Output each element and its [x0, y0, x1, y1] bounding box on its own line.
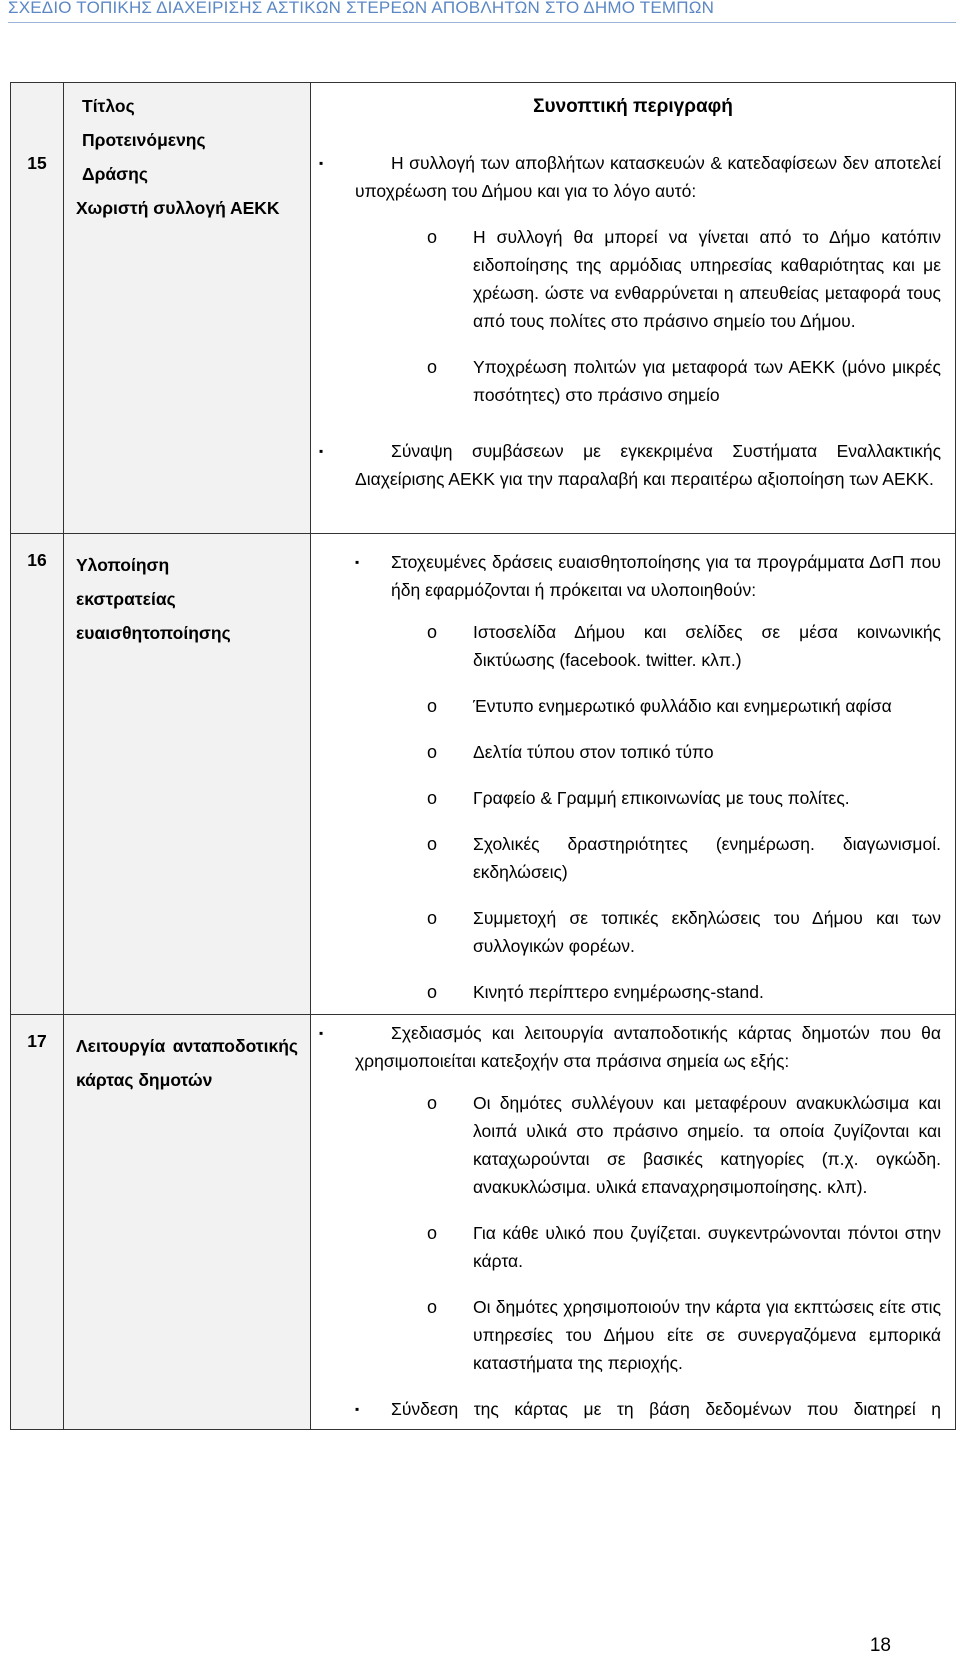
sub-bullet-item: o Δελτία τύπου στον τοπικό τύπο — [473, 738, 941, 766]
table-header-row — [11, 83, 956, 534]
row-title-cell — [64, 1015, 311, 1430]
square-bullet-icon: ▪ — [355, 555, 360, 569]
sub-bullet-item: o Σχολικές δραστηριότητες (ενημέρωση. διαγωνισμοί. εκδηλώσεις) — [473, 830, 941, 886]
circle-bullet-icon: o — [427, 982, 438, 1002]
circle-bullet-icon: o — [427, 227, 438, 247]
circle-bullet-icon: o — [427, 1297, 438, 1317]
sub-bullet-item: o Έντυπο ενημερωτικό φυλλάδιο και ενημερωτική αφίσα — [473, 692, 941, 720]
sub-bullet-item: o Γραφείο & Γραμμή επικοινωνίας με τους πολίτες. — [473, 784, 941, 812]
row-number-cell — [11, 1015, 64, 1430]
row-title: Υλοποίηση εκστρατείας ευαισθητοποίησης — [76, 555, 231, 643]
bullet-item: ▪ Σύναψη συμβάσεων με εγκεκριμένα Συστήματα Εναλλακτικής Διαχείρισης ΑΕΚΚ για την παραλαβή και περαιτέρω αξιοποίηση των ΑΕΚΚ. — [355, 437, 941, 493]
circle-bullet-icon: o — [427, 742, 438, 762]
sub-bullet-item: o Η συλλογή θα μπορεί να γίνεται από το Δήμο κατόπιν ειδοποίησης της αρμόδιας υπηρεσίας καθαριότητας και με χρέωση. ώστε να ενθαρρύνεται η απευθείας μεταφορά τους από τους πολίτες στο πράσινο σημείο του Δήμου. — [473, 223, 941, 335]
table-row — [11, 1015, 956, 1430]
actions-table — [10, 82, 956, 1430]
description-cell — [311, 1015, 956, 1430]
row-title: Χωριστή συλλογή ΑΕΚΚ — [76, 198, 280, 218]
bullet-item: ▪ Σύνδεση της κάρτας με τη βάση δεδομένων που διατηρεί η — [391, 1395, 941, 1423]
circle-bullet-icon: o — [427, 1223, 438, 1243]
row-number-cell — [11, 83, 64, 534]
sub-bullet-item: o Για κάθε υλικό που ζυγίζεται. συγκεντρώνονται πόντοι στην κάρτα. — [473, 1219, 941, 1275]
circle-bullet-icon: o — [427, 696, 438, 716]
sub-bullet-item: o Οι δημότες συλλέγουν και μεταφέρουν ανακυκλώσιμα και λοιπά υλικά στο πράσινο σημείο. τα οποία ζυγίζονται και καταχωρούνται σε βασικές κατηγορίες (π.χ. ογκώδη. ανακυκλώσιμα. υλικά επαναχρησιμοποίησης. κλπ). — [473, 1089, 941, 1201]
description-cell — [311, 534, 956, 1015]
circle-bullet-icon: o — [427, 622, 438, 642]
row-number-cell — [11, 534, 64, 1015]
bullet-item: ▪ Σχεδιασμός και λειτουργία ανταποδοτικής κάρτας δημοτών που θα χρησιμοποιείται κατεξοχήν στα πράσινα σημεία ως εξής: — [355, 1019, 941, 1075]
bullet-item: ▪ Η συλλογή των αποβλήτων κατασκευών & κατεδαφίσεων δεν αποτελεί υποχρέωση του Δήμου και για το λόγο αυτό: — [355, 149, 941, 205]
circle-bullet-icon: o — [427, 908, 438, 928]
header-divider — [8, 22, 956, 23]
circle-bullet-icon: o — [427, 834, 438, 854]
circle-bullet-icon: o — [427, 788, 438, 808]
square-bullet-icon: ▪ — [319, 1026, 324, 1040]
sub-bullet-item: o Συμμετοχή σε τοπικές εκδηλώσεις του Δήμου και των συλλογικών φορέων. — [473, 904, 941, 960]
bullet-item: ▪ Στοχευμένες δράσεις ευαισθητοποίησης για τα προγράμματα ΔσΠ που ήδη εφαρμόζονται ή πρόκειται να υλοποιηθούν: — [391, 548, 941, 604]
sub-bullet-item: o Οι δημότες χρησιμοποιούν την κάρτα για εκπτώσεις είτε στις υπηρεσίες του Δήμου είτε σε συνεργαζόμενα εμπορικά καταστήματα της περιοχής. — [473, 1293, 941, 1377]
column-header-description: Συνοπτική περιγραφή — [533, 96, 733, 117]
sub-bullet-item: o Υποχρέωση πολιτών για μεταφορά των ΑΕΚΚ (μόνο μικρές ποσότητες) στο πράσινο σημείο — [473, 353, 941, 409]
title-header-cell — [64, 83, 311, 534]
sub-bullet-item: o Κινητό περίπτερο ενημέρωσης-stand. — [473, 978, 941, 1006]
row-number: 15 — [27, 153, 47, 173]
page-number: 18 — [869, 1635, 891, 1656]
square-bullet-icon: ▪ — [319, 444, 324, 458]
table-row — [11, 534, 956, 1015]
square-bullet-icon: ▪ — [355, 1402, 360, 1416]
running-header: ΣΧΕΔΙΟ ΤΟΠΙΚΗΣ ΔΙΑΧΕΙΡΙΣΗΣ ΑΣΤΙΚΩΝ ΣΤΕΡΕΩΝ ΑΠΟΒΛΗΤΩΝ ΣΤΟ ΔΗΜΟ ΤΕΜΠΩΝ — [8, 0, 715, 17]
row-title-cell — [64, 534, 311, 1015]
row-number: 17 — [27, 1031, 47, 1051]
row-title: Λειτουργία ανταποδοτικής κάρτας δημοτών — [76, 1036, 298, 1090]
circle-bullet-icon: o — [427, 1093, 438, 1113]
description-cell — [311, 83, 956, 534]
square-bullet-icon: ▪ — [319, 156, 324, 170]
sub-bullet-item: o Ιστοσελίδα Δήμου και σελίδες σε μέσα κοινωνικής δικτύωσης (facebook. twitter. κλπ.) — [473, 618, 941, 674]
row-number: 16 — [27, 550, 47, 570]
column-header-title: Τίτλος Προτεινόμενης Δράσης — [82, 96, 206, 184]
circle-bullet-icon: o — [427, 357, 438, 377]
